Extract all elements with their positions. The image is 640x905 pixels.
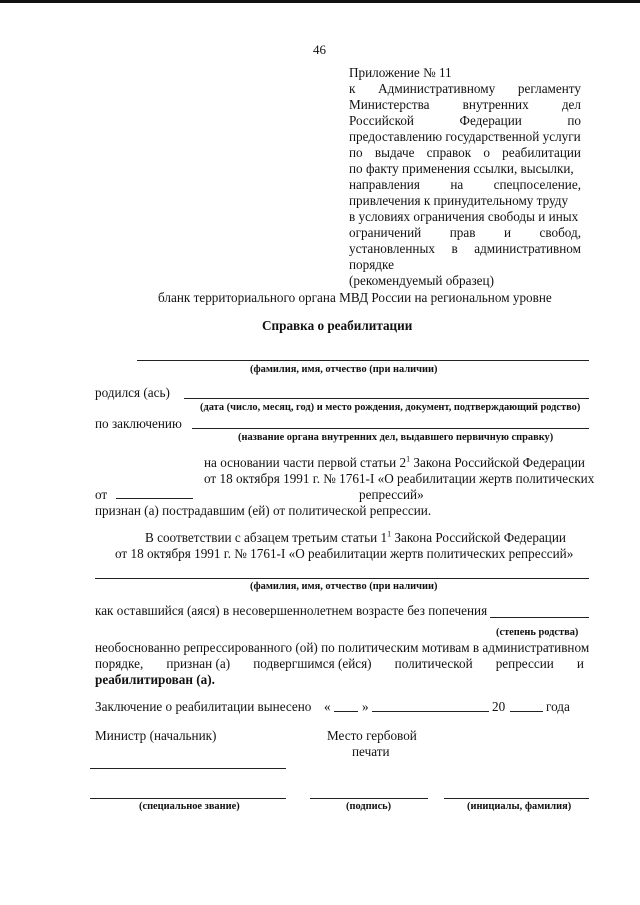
conclusion-caption: (название органа внутренних дел, выдавшего первичную справку) xyxy=(238,432,554,443)
century: 20 xyxy=(492,699,506,714)
annex-line: Министерства внутренних дел xyxy=(349,97,581,112)
letterhead-note: бланк территориального органа МВД России на региональном уровне xyxy=(158,290,552,305)
annex-line: Приложение № 11 xyxy=(349,65,452,80)
signature-caption: (подпись) xyxy=(346,801,392,812)
born-label: родился (ась) xyxy=(95,385,170,400)
recognized-line: признан (а) пострадавшим (ей) от политической репрессии. xyxy=(95,503,432,518)
annex-line: порядке xyxy=(349,257,394,272)
signature-line xyxy=(310,798,428,799)
kinship-line xyxy=(490,617,589,618)
annex-line: (рекомендуемый образец) xyxy=(349,273,494,288)
document-title: Справка о реабилитации xyxy=(262,318,413,333)
rank-caption: (специальное звание) xyxy=(139,801,240,812)
repressed-line: необоснованно репрессированного (ой) по политическим мотивам в административном xyxy=(95,640,590,655)
born-line xyxy=(184,398,589,399)
fio-caption: (фамилия, имя, отчество (при наличии) xyxy=(250,364,438,375)
annex-line: по факту применения ссылки, высылки, xyxy=(349,161,574,176)
scan-top-edge xyxy=(0,0,640,3)
born-caption: (дата (число, месяц, год) и место рождения, документ, подтверждающий родство) xyxy=(200,402,581,413)
annex-line: установленных в административном xyxy=(349,241,581,256)
basis-line-1: на основании части первой статьи $2^1$ Закона Российской Федерации xyxy=(204,454,585,470)
issued-label: Заключение о реабилитации вынесено xyxy=(95,699,312,714)
year-line xyxy=(510,711,543,712)
fio-line xyxy=(137,360,589,361)
annex-line: предоставлению государственной услуги xyxy=(349,129,581,144)
day-line xyxy=(334,711,358,712)
fio-line-2 xyxy=(95,578,589,579)
name-caption: (инициалы, фамилия) xyxy=(467,801,572,812)
annex-line: ограничений прав и свобод, xyxy=(349,225,581,240)
name-line xyxy=(444,798,589,799)
minor-line: как оставшийся (аяся) в несовершеннолетнем возрасте без попечения xyxy=(95,603,488,618)
conclusion-line xyxy=(192,428,589,429)
fio-caption-2: (фамилия, имя, отчество (при наличии) xyxy=(250,581,438,592)
annex-line: к Административному регламенту xyxy=(349,81,581,96)
quote-close: » xyxy=(362,699,369,714)
annex-line: в условиях ограничения свободы и иных xyxy=(349,209,579,224)
minister-label: Министр (начальник) xyxy=(95,728,217,743)
section2-line-2: от 18 октября 1991 г. № 1761-I «О реабилитации жертв политических репрессий» xyxy=(115,546,574,561)
annex-line: направления на спецпоселение, xyxy=(349,177,581,192)
stamp-place-1: Место гербовой xyxy=(327,728,417,743)
year-word: года xyxy=(546,699,570,714)
annex-line: Российской Федерации по xyxy=(349,113,581,128)
from-label: от xyxy=(95,487,108,502)
basis-line-2: от 18 октября 1991 г. № 1761-I «О реабилитации жертв политических xyxy=(204,471,595,486)
page-number: 46 xyxy=(313,42,326,57)
basis-line-3: репрессий» xyxy=(359,487,424,502)
annex-block xyxy=(349,65,581,289)
rank-line xyxy=(90,798,286,799)
from-line xyxy=(116,498,193,499)
order-line: порядке, признан (а) подвергшимся (ейся) политической репрессии и xyxy=(95,656,584,671)
annex-line: по выдаче справок о реабилитации xyxy=(349,145,581,160)
stamp-place-2: печати xyxy=(352,744,390,759)
month-line xyxy=(372,711,489,712)
kinship-caption: (степень родства) xyxy=(496,627,579,638)
quote-open: « xyxy=(324,699,331,714)
annex-line: привлечения к принудительному труду xyxy=(349,193,569,208)
rehabilitated-line: реабилитирован (а). xyxy=(95,672,215,687)
section2-line-1: В соответствии с абзацем третьим статьи $1^1$ Закона Российской Федерации xyxy=(145,529,566,545)
minister-line xyxy=(90,768,286,769)
conclusion-label: по заключению xyxy=(95,416,182,431)
